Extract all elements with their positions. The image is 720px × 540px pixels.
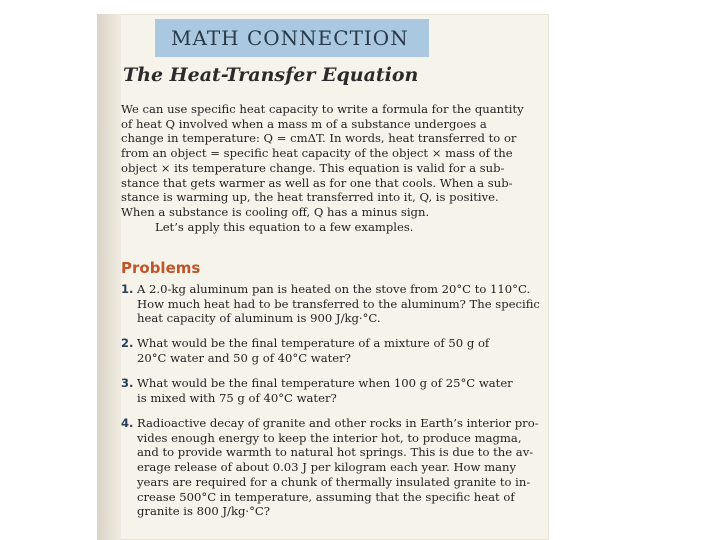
problem-line: crease 500°C in temperature, assuming that the specific heat of [137, 489, 515, 504]
intro-line: of heat Q involved when a mass m of a substance undergoes a [121, 116, 487, 131]
intro-line: stance is warming up, the heat transferred into it, Q, is positive. [121, 190, 499, 205]
intro-line: from an object = specific heat capacity of the object × mass of the [121, 146, 513, 161]
problem-number: 1. [121, 282, 134, 296]
problems-heading: Problems [121, 259, 201, 277]
problem-line: How much heat had to be transferred to the aluminum? The specific [137, 296, 540, 311]
problem-4 [121, 416, 541, 519]
problem-line: A 2.0-kg aluminum pan is heated on the stove from 20°C to 110°C. [137, 282, 531, 296]
problem-line: erage release of about 0.03 J per kilogram each year. How many [137, 460, 517, 475]
problem-line: heat capacity of aluminum is 900 J/kg·°C. [137, 311, 381, 326]
problem-line: What would be the final temperature when 100 g of 25°C water [137, 376, 513, 390]
intro-line: We can use specific heat capacity to write a formula for the quantity [121, 102, 524, 116]
intro-line: object × its temperature change. This equation is valid for a sub- [121, 160, 505, 175]
section-title: The Heat-Transfer Equation [123, 64, 419, 86]
problem-line: What would be the final temperature of a mixture of 50 g of [137, 336, 490, 350]
problem-line: is mixed with 75 g of 40°C water? [137, 390, 337, 405]
problem-line: and to provide warmth to natural hot springs. This is due to the av- [137, 445, 534, 460]
problem-2 [121, 336, 541, 365]
intro-final-line: Let’s apply this equation to a few examples. [155, 219, 414, 234]
problem-line: 20°C water and 50 g of 40°C water? [137, 350, 351, 365]
problem-line: granite is 800 J/kg·°C? [137, 504, 270, 519]
problem-3 [121, 376, 541, 405]
problem-line: years are required for a chunk of thermally insulated granite to in- [137, 474, 531, 489]
intro-paragraph [121, 102, 539, 234]
problem-line: vides enough energy to keep the interior hot, to produce magma, [137, 430, 522, 445]
intro-line: When a substance is cooling off, Q has a minus sign. [121, 204, 430, 219]
textbook-page [97, 14, 549, 540]
banner-label: MATH CONNECTION [171, 26, 409, 50]
math-connection-banner [155, 19, 429, 57]
intro-line: stance that gets warmer as well as for one that cools. When a sub- [121, 175, 513, 190]
problem-line: Radioactive decay of granite and other rocks in Earth’s interior pro- [137, 416, 539, 430]
problem-number: 2. [121, 336, 134, 350]
problem-number: 3. [121, 376, 134, 390]
intro-line: change in temperature: Q = cmΔT. In words, heat transferred to or [121, 131, 517, 146]
problem-number: 4. [121, 416, 134, 430]
problem-1 [121, 282, 541, 326]
page-gutter-shadow [97, 14, 121, 540]
